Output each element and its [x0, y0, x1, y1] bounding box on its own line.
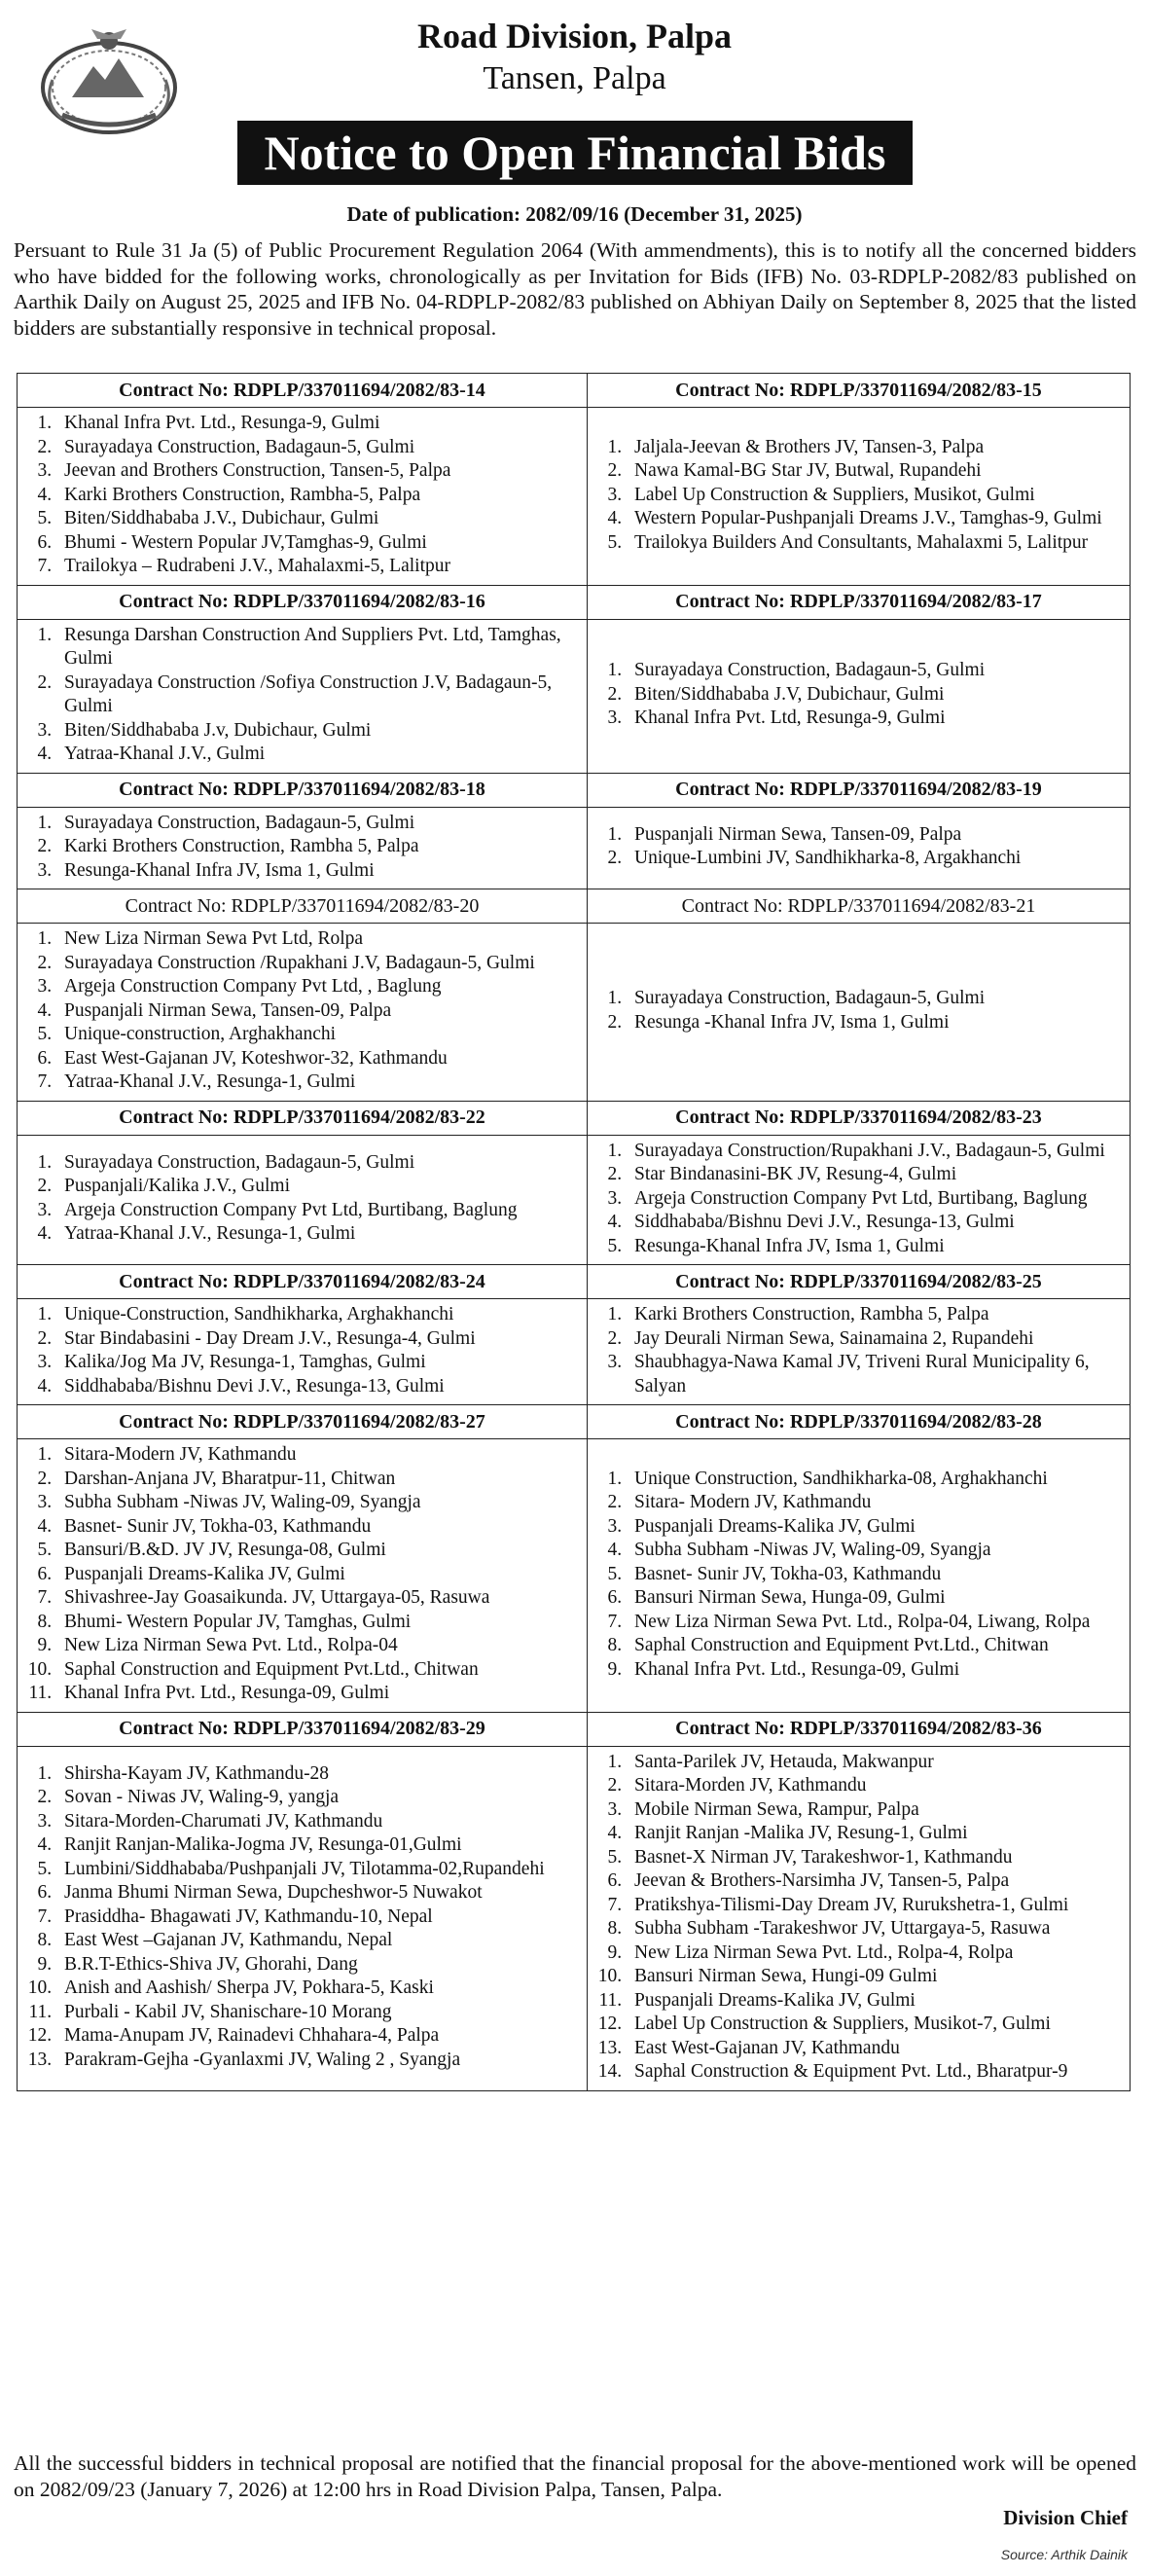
list-item: 6. Puspanjali Dreams-Kalika JV, Gulmi — [56, 1563, 579, 1587]
contract-header: Contract No: RDPLP/337011694/2082/83-25 — [588, 1265, 1131, 1299]
list-item: 1. Surayadaya Construction, Badagaun-5, Gulmi — [627, 987, 1122, 1011]
contract-header: Contract No: RDPLP/337011694/2082/83-22 — [18, 1101, 588, 1135]
bidder-list-cell — [18, 924, 588, 1102]
list-item: 3. Argeja Construction Company Pvt Ltd, , Baglung — [56, 975, 579, 999]
list-item: 4. Yatraa-Khanal J.V., Resunga-1, Gulmi — [56, 1222, 579, 1247]
bidder-list-cell — [588, 807, 1131, 889]
list-item: 1. Unique-Construction, Sandhikharka, Arghakhanchi — [56, 1303, 579, 1327]
office-location: Tansen, Palpa — [483, 60, 666, 96]
contract-header: Contract No: RDPLP/337011694/2082/83-20 — [18, 889, 588, 924]
table-row — [18, 924, 1131, 1102]
list-item: 9. Khanal Infra Pvt. Ltd., Resunga-09, Gulmi — [627, 1658, 1122, 1683]
bidder-list — [27, 624, 579, 767]
list-item: 1. Khanal Infra Pvt. Ltd., Resunga-9, Gulmi — [56, 412, 579, 436]
list-item: 3. Puspanjali Dreams-Kalika JV, Gulmi — [627, 1515, 1122, 1540]
bidder-list — [597, 659, 1122, 731]
list-item: 2. Biten/Siddhababa J.V, Dubichaur, Gulmi — [627, 683, 1122, 707]
list-item: 1. Unique Construction, Sandhikharka-08, Arghakhanchi — [627, 1468, 1122, 1492]
bidder-list — [597, 987, 1122, 1034]
list-item: 9. B.R.T-Ethics-Shiva JV, Ghorahi, Dang — [56, 1953, 579, 1977]
list-item: 3. Khanal Infra Pvt. Ltd, Resunga-9, Gulmi — [627, 707, 1122, 731]
list-item: 7. Trailokya – Rudrabeni J.V., Mahalaxmi-5, Lalitpur — [56, 555, 579, 579]
list-item: 7. Shivashree-Jay Goasaikunda. JV, Uttargaya-05, Rasuwa — [56, 1586, 579, 1611]
list-item: 13. Parakram-Gejha -Gyanlaxmi JV, Waling 2 , Syangja — [56, 2049, 579, 2073]
list-item: 1. Karki Brothers Construction, Rambha 5, Palpa — [627, 1303, 1122, 1327]
list-item: 3. Argeja Construction Company Pvt Ltd, Burtibang, Baglung — [56, 1199, 579, 1223]
intro-paragraph: Persuant to Rule 31 Ja (5) of Public Procurement Regulation 2064 (With ammendments), this is to notify all the concerned bidders who have bidded for the following works, chronologically as per Invitation for Bids (IFB) No. 03-RDPLP-2082/83 published on Aarthik Daily on August 25, 2025 and IFB No. 04-RDPLP-2082/83 published on Abhiyan Daily on September 8, 2025 that the listed bidders are substantially responsive in technical proposal. — [14, 238, 1136, 340]
contract-header: Contract No: RDPLP/337011694/2082/83-19 — [588, 773, 1131, 807]
table-row — [18, 1439, 1131, 1713]
list-item: 7. Yatraa-Khanal J.V., Resunga-1, Gulmi — [56, 1070, 579, 1095]
table-row — [18, 374, 1131, 408]
signatory: Division Chief — [1003, 2506, 1128, 2529]
bidder-list — [597, 1751, 1122, 2085]
list-item: 5. Basnet-X Nirman JV, Tarakeshwor-1, Kathmandu — [627, 1846, 1122, 1870]
list-item: 2. Sitara-Morden JV, Kathmandu — [627, 1774, 1122, 1798]
list-item: 1. Surayadaya Construction, Badagaun-5, Gulmi — [56, 812, 579, 836]
list-item: 13. East West-Gajanan JV, Kathmandu — [627, 2037, 1122, 2061]
bidder-list-cell — [588, 1746, 1131, 2090]
bidder-list-cell — [18, 1439, 588, 1713]
list-item: 4. Siddhababa/Bishnu Devi J.V., Resunga-13, Gulmi — [627, 1211, 1122, 1235]
list-item: 10. Anish and Aashish/ Sherpa JV, Pokhara-5, Kaski — [56, 1977, 579, 2001]
list-item: 3. Shaubhagya-Nawa Kamal JV, Triveni Rural Municipality 6, Salyan — [627, 1351, 1122, 1398]
bidder-list — [597, 1468, 1122, 1683]
list-item: 5. Trailokya Builders And Consultants, Mahalaxmi 5, Lalitpur — [627, 531, 1122, 556]
bidder-list-cell — [18, 1135, 588, 1265]
list-item: 9. New Liza Nirman Sewa Pvt. Ltd., Rolpa-4, Rolpa — [627, 1941, 1122, 1966]
list-item: 3. Biten/Siddhababa J.v, Dubichaur, Gulmi — [56, 719, 579, 744]
list-item: 5. Resunga-Khanal Infra JV, Isma 1, Gulmi — [627, 1235, 1122, 1259]
bidder-list — [597, 1303, 1122, 1398]
list-item: 3. Label Up Construction & Suppliers, Musikot, Gulmi — [627, 484, 1122, 508]
list-item: 3. Sitara-Morden-Charumati JV, Kathmandu — [56, 1810, 579, 1834]
bidder-list — [597, 436, 1122, 556]
list-item: 1. Surayadaya Construction, Badagaun-5, Gulmi — [627, 659, 1122, 683]
contract-header: Contract No: RDPLP/337011694/2082/83-16 — [18, 585, 588, 619]
table-row — [18, 1101, 1131, 1135]
contract-header: Contract No: RDPLP/337011694/2082/83-27 — [18, 1405, 588, 1439]
table-row — [18, 1135, 1131, 1265]
list-item: 3. Argeja Construction Company Pvt Ltd, Burtibang, Baglung — [627, 1187, 1122, 1212]
table-row — [18, 619, 1131, 773]
table-row — [18, 1712, 1131, 1746]
list-item: 2. Surayadaya Construction, Badagaun-5, Gulmi — [56, 436, 579, 460]
list-item: 4. Ranjit Ranjan-Malika-Jogma JV, Resunga-01,Gulmi — [56, 1833, 579, 1858]
bidder-list-cell — [18, 619, 588, 773]
table-row — [18, 773, 1131, 807]
list-item: 7. Pratikshya-Tilismi-Day Dream JV, Rurukshetra-1, Gulmi — [627, 1894, 1122, 1918]
list-item: 2. Karki Brothers Construction, Rambha 5, Palpa — [56, 835, 579, 859]
list-item: 2. Surayadaya Construction /Sofiya Construction J.V, Badagaun-5, Gulmi — [56, 671, 579, 719]
list-item: 4. Siddhababa/Bishnu Devi J.V., Resunga-13, Gulmi — [56, 1375, 579, 1399]
list-item: 1. Puspanjali Nirman Sewa, Tansen-09, Palpa — [627, 823, 1122, 848]
list-item: 4. Karki Brothers Construction, Rambha-5, Palpa — [56, 484, 579, 508]
list-item: 8. East West –Gajanan JV, Kathmandu, Nepal — [56, 1929, 579, 1953]
list-item: 11. Puspanjali Dreams-Kalika JV, Gulmi — [627, 1989, 1122, 2014]
bidder-list — [27, 1762, 579, 2073]
list-item: 6. Bhumi - Western Popular JV,Tamghas-9, Gulmi — [56, 531, 579, 556]
list-item: 11. Khanal Infra Pvt. Ltd., Resunga-09, Gulmi — [56, 1682, 579, 1706]
contract-header: Contract No: RDPLP/337011694/2082/83-14 — [18, 374, 588, 408]
list-item: 1. Jaljala-Jeevan & Brothers JV, Tansen-3, Palpa — [627, 436, 1122, 460]
bidder-list-cell — [18, 1299, 588, 1405]
list-item: 8. Saphal Construction and Equipment Pvt.Ltd., Chitwan — [627, 1634, 1122, 1658]
source-credit: Source: Arthik Dainik — [1000, 2547, 1128, 2562]
list-item: 3. Jeevan and Brothers Construction, Tansen-5, Palpa — [56, 459, 579, 484]
table-row — [18, 1746, 1131, 2090]
contract-header: Contract No: RDPLP/337011694/2082/83-15 — [588, 374, 1131, 408]
bidder-list-cell — [588, 408, 1131, 586]
list-item: 2. Surayadaya Construction /Rupakhani J.V, Badagaun-5, Gulmi — [56, 952, 579, 976]
list-item: 14. Saphal Construction & Equipment Pvt. Ltd., Bharatpur-9 — [627, 2060, 1122, 2085]
list-item: 11. Purbali - Kabil JV, Shanischare-10 Morang — [56, 2001, 579, 2025]
contract-header: Contract No: RDPLP/337011694/2082/83-28 — [588, 1405, 1131, 1439]
office-name: Road Division, Palpa — [416, 17, 733, 55]
list-item: 1. Resunga Darshan Construction And Suppliers Pvt. Ltd, Tamghas, Gulmi — [56, 624, 579, 671]
list-item: 1. Sitara-Modern JV, Kathmandu — [56, 1443, 579, 1468]
contract-header: Contract No: RDPLP/337011694/2082/83-24 — [18, 1265, 588, 1299]
list-item: 8. Subha Subham -Tarakeshwor JV, Uttargaya-5, Rasuwa — [627, 1917, 1122, 1941]
list-item: 4. Ranjit Ranjan -Malika JV, Resung-1, Gulmi — [627, 1822, 1122, 1846]
bidder-list — [27, 812, 579, 884]
list-item: 3. Mobile Nirman Sewa, Rampur, Palpa — [627, 1798, 1122, 1823]
table-row — [18, 1265, 1131, 1299]
contract-header: Contract No: RDPLP/337011694/2082/83-23 — [588, 1101, 1131, 1135]
bidder-list — [597, 823, 1122, 871]
list-item: 1. Shirsha-Kayam JV, Kathmandu-28 — [56, 1762, 579, 1787]
list-item: 4. Western Popular-Pushpanjali Dreams J.V., Tamghas-9, Gulmi — [627, 507, 1122, 531]
list-item: 2. Sitara- Modern JV, Kathmandu — [627, 1491, 1122, 1515]
list-item: 2. Puspanjali/Kalika J.V., Gulmi — [56, 1175, 579, 1199]
bidder-list-cell — [588, 1439, 1131, 1713]
notice-title: Notice to Open Financial Bids — [237, 121, 913, 185]
list-item: 6. East West-Gajanan JV, Koteshwor-32, Kathmandu — [56, 1047, 579, 1071]
list-item: 4. Subha Subham -Niwas JV, Waling-09, Syangja — [627, 1539, 1122, 1563]
list-item: 3. Resunga-Khanal Infra JV, Isma 1, Gulmi — [56, 859, 579, 884]
bidder-list-cell — [18, 1746, 588, 2090]
bidder-list-cell — [18, 807, 588, 889]
list-item: 2. Star Bindanasini-BK JV, Resung-4, Gulmi — [627, 1163, 1122, 1187]
list-item: 4. Yatraa-Khanal J.V., Gulmi — [56, 743, 579, 767]
contract-header: Contract No: RDPLP/337011694/2082/83-18 — [18, 773, 588, 807]
bidder-list — [597, 1140, 1122, 1259]
list-item: 4. Puspanjali Nirman Sewa, Tansen-09, Palpa — [56, 999, 579, 1024]
list-item: 10. Bansuri Nirman Sewa, Hungi-09 Gulmi — [627, 1965, 1122, 1989]
bidder-list — [27, 1151, 579, 1247]
publication-date: Date of publication: 2082/09/16 (December 31, 2025) — [346, 202, 803, 226]
contract-header: Contract No: RDPLP/337011694/2082/83-36 — [588, 1712, 1131, 1746]
list-item: 2. Resunga -Khanal Infra JV, Isma 1, Gulmi — [627, 1011, 1122, 1035]
bidder-list — [27, 1303, 579, 1398]
list-item: 5. Lumbini/Siddhababa/Pushpanjali JV, Tilotamma-02,Rupandehi — [56, 1858, 579, 1882]
list-item: 2. Star Bindabasini - Day Dream J.V., Resunga-4, Gulmi — [56, 1327, 579, 1352]
table-row — [18, 807, 1131, 889]
list-item: 3. Subha Subham -Niwas JV, Waling-09, Syangja — [56, 1491, 579, 1515]
list-item: 7. Prasiddha- Bhagawati JV, Kathmandu-10, Nepal — [56, 1905, 579, 1930]
bidder-list — [27, 927, 579, 1095]
bidder-list — [27, 412, 579, 579]
list-item: 10. Saphal Construction and Equipment Pvt.Ltd., Chitwan — [56, 1658, 579, 1683]
bidder-list-cell — [588, 619, 1131, 773]
bidder-list-cell — [588, 1299, 1131, 1405]
contract-header: Contract No: RDPLP/337011694/2082/83-17 — [588, 585, 1131, 619]
list-item: 1. New Liza Nirman Sewa Pvt Ltd, Rolpa — [56, 927, 579, 952]
table-row — [18, 585, 1131, 619]
contracts-table — [17, 373, 1131, 2091]
list-item: 5. Basnet- Sunir JV, Tokha-03, Kathmandu — [627, 1563, 1122, 1587]
bidder-list-cell — [588, 1135, 1131, 1265]
list-item: 1. Surayadaya Construction/Rupakhani J.V., Badagaun-5, Gulmi — [627, 1140, 1122, 1164]
list-item: 9. New Liza Nirman Sewa Pvt. Ltd., Rolpa-04 — [56, 1634, 579, 1658]
list-item: 5. Unique-construction, Arghakhanchi — [56, 1023, 579, 1047]
list-item: 5. Bansuri/B.&D. JV JV, Resunga-08, Gulmi — [56, 1539, 579, 1563]
contract-header: Contract No: RDPLP/337011694/2082/83-29 — [18, 1712, 588, 1746]
list-item: 7. New Liza Nirman Sewa Pvt. Ltd., Rolpa-04, Liwang, Rolpa — [627, 1611, 1122, 1635]
list-item: 2. Jay Deurali Nirman Sewa, Sainamaina 2, Rupandehi — [627, 1327, 1122, 1352]
bidder-list — [27, 1443, 579, 1706]
table-row — [18, 889, 1131, 924]
contract-header: Contract No: RDPLP/337011694/2082/83-21 — [588, 889, 1131, 924]
list-item: 6. Jeevan & Brothers-Narsimha JV, Tansen-5, Palpa — [627, 1869, 1122, 1894]
list-item: 8. Bhumi- Western Popular JV, Tamghas, Gulmi — [56, 1611, 579, 1635]
table-row — [18, 1299, 1131, 1405]
list-item: 2. Nawa Kamal-BG Star JV, Butwal, Rupandehi — [627, 459, 1122, 484]
list-item: 5. Biten/Siddhababa J.V., Dubichaur, Gulmi — [56, 507, 579, 531]
list-item: 1. Surayadaya Construction, Badagaun-5, Gulmi — [56, 1151, 579, 1176]
bidder-list-cell — [588, 924, 1131, 1102]
closing-paragraph: All the successful bidders in technical proposal are notified that the financial proposal for the above-mentioned work will be opened on 2082/09/23 (January 7, 2026) at 12:00 hrs in Road Division Palpa, Tansen, Palpa. — [14, 2451, 1136, 2501]
table-row — [18, 1405, 1131, 1439]
list-item: 6. Bansuri Nirman Sewa, Hunga-09, Gulmi — [627, 1586, 1122, 1611]
list-item: 3. Kalika/Jog Ma JV, Resunga-1, Tamghas, Gulmi — [56, 1351, 579, 1375]
list-item: 2. Darshan-Anjana JV, Bharatpur-11, Chitwan — [56, 1468, 579, 1492]
list-item: 2. Sovan - Niwas JV, Waling-9, yangja — [56, 1786, 579, 1810]
list-item: 1. Santa-Parilek JV, Hetauda, Makwanpur — [627, 1751, 1122, 1775]
bidder-list-cell — [18, 408, 588, 586]
list-item: 12. Mama-Anupam JV, Rainadevi Chhahara-4, Palpa — [56, 2024, 579, 2049]
table-row — [18, 408, 1131, 586]
list-item: 4. Basnet- Sunir JV, Tokha-03, Kathmandu — [56, 1515, 579, 1540]
list-item: 2. Unique-Lumbini JV, Sandhikharka-8, Argakhanchi — [627, 847, 1122, 871]
list-item: 12. Label Up Construction & Suppliers, Musikot-7, Gulmi — [627, 2013, 1122, 2037]
list-item: 6. Janma Bhumi Nirman Sewa, Dupcheshwor-5 Nuwakot — [56, 1881, 579, 1905]
